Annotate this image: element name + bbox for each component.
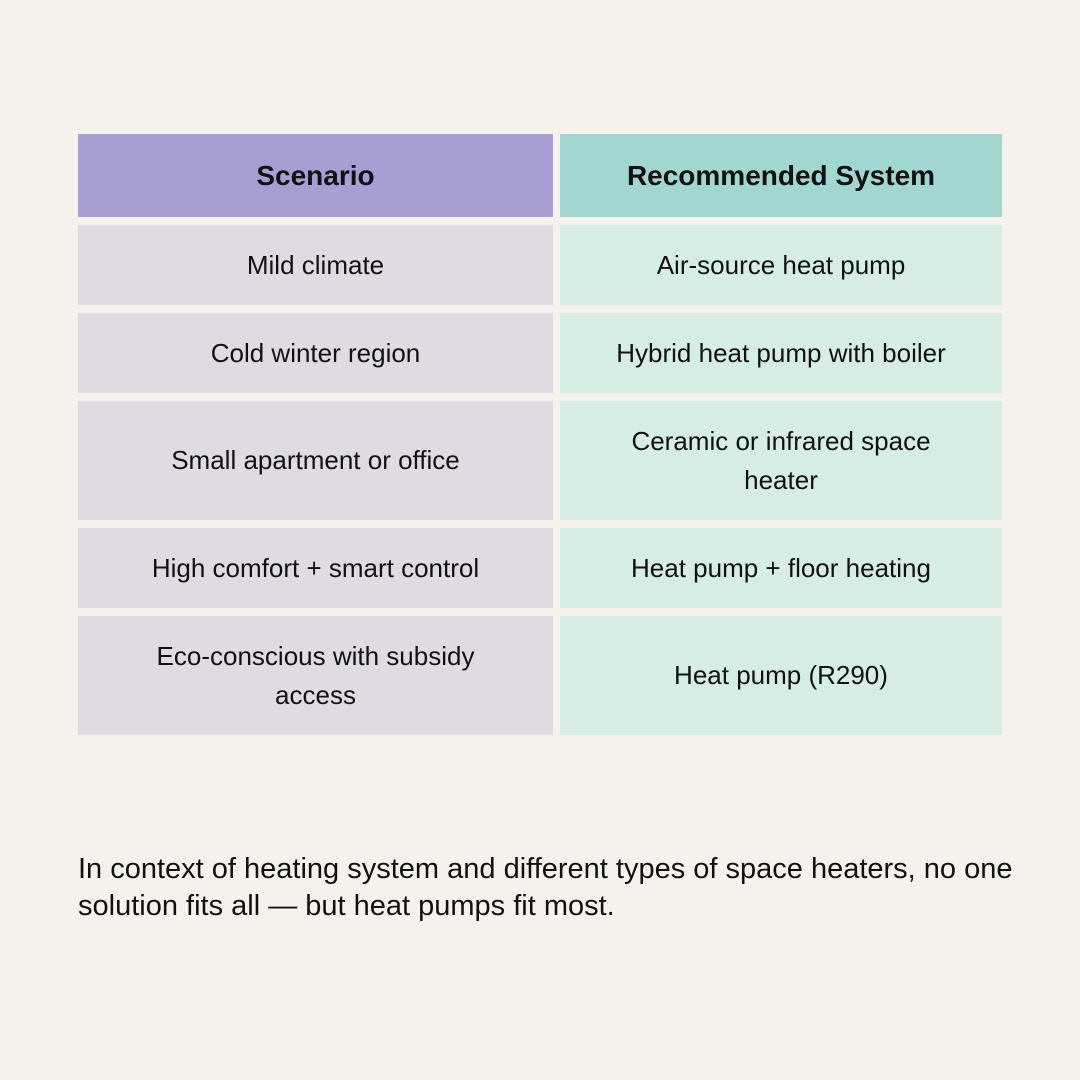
scenario-cell: Eco-conscious with subsidy access <box>78 616 553 735</box>
system-cell: Air-source heat pump <box>560 225 1002 305</box>
header-scenario: Scenario <box>78 134 553 217</box>
scenario-cell: Small apartment or office <box>78 401 553 520</box>
caption-text: In context of heating system and different types of space heaters, no one solution fits all — but heat pumps fit most. <box>78 853 1013 922</box>
scenario-cell: Mild climate <box>78 225 553 305</box>
scenario-cell: High comfort + smart control <box>78 528 553 608</box>
recommendation-table <box>78 134 1002 735</box>
system-cell: Ceramic or infrared space heater <box>560 401 1002 520</box>
system-cell: Heat pump (R290) <box>560 616 1002 735</box>
header-recommended-system: Recommended System <box>560 134 1002 217</box>
system-cell: Hybrid heat pump with boiler <box>560 313 1002 393</box>
scenario-cell: Cold winter region <box>78 313 553 393</box>
system-cell: Heat pump + floor heating <box>560 528 1002 608</box>
